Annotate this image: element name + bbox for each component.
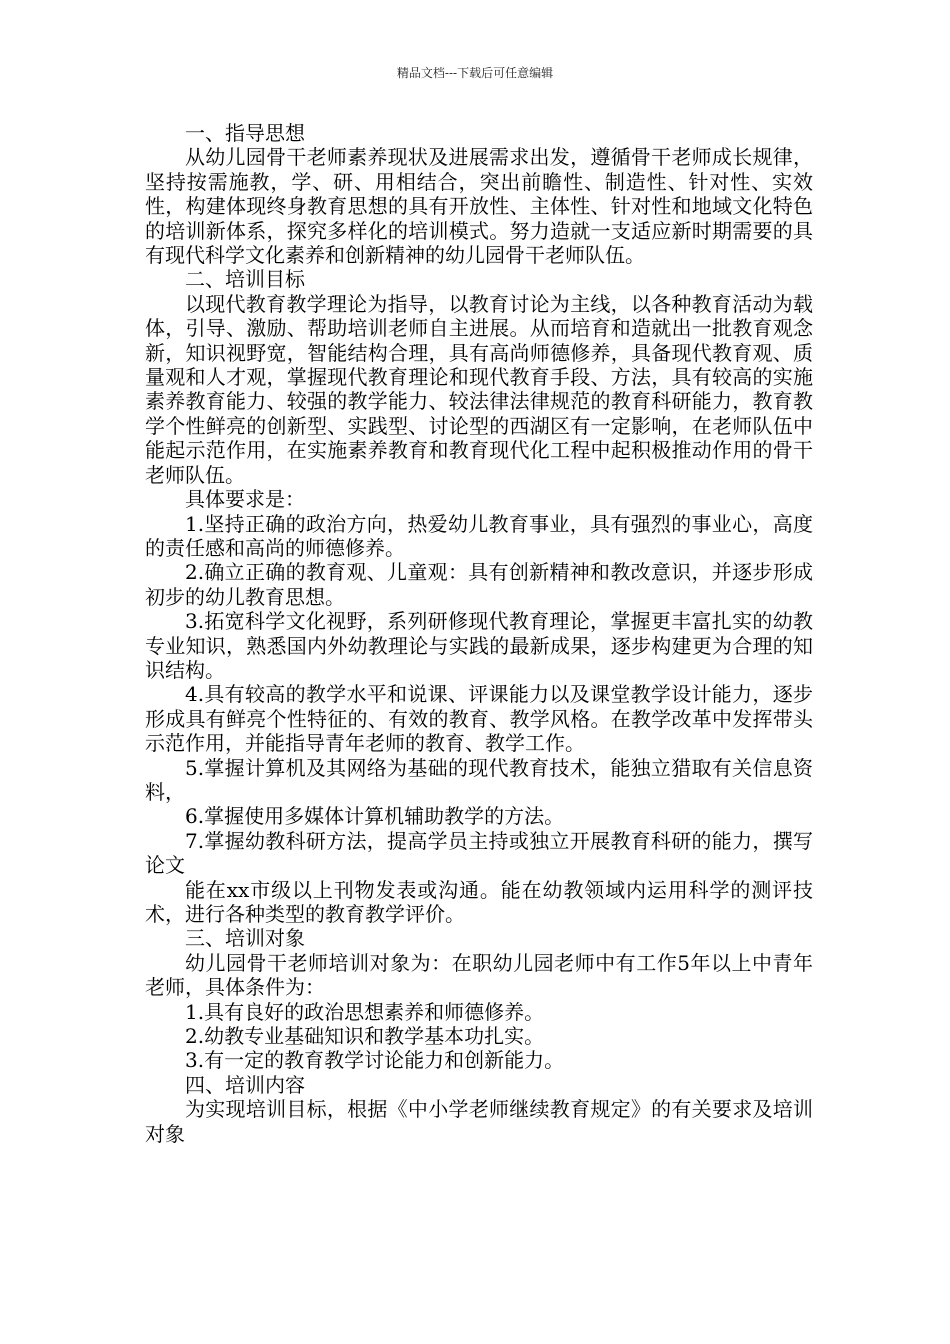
page-header-note: 精品文档---下载后可任意编辑 bbox=[396, 66, 554, 80]
requirement-item-6: 6.掌握使用多媒体计算机辅助教学的方法。 bbox=[185, 804, 565, 829]
document-body bbox=[145, 121, 813, 1146]
paragraph-training-targets: 幼儿园骨干老师培训对象为：在职幼儿园老师中有工作5年以上中青年老师，具体条件为： bbox=[145, 950, 813, 1000]
section-heading-guiding-ideology: 一、指导思想 bbox=[185, 121, 305, 145]
target-condition-3: 3.有一定的教育教学讨论能力和创新能力。 bbox=[185, 1048, 565, 1073]
paragraph-training-goals: 以现代教育教学理论为指导，以教育讨论为主线，以各种教育活动为载体，引导、激励、帮助培训老师自主进展。从而培育和造就出一批教育观念新，知识视野宽，智能结构合理，具有高尚师德修养，具备现代教育观、质量观和人才观，掌握现代教育理论和现代教育手段、方法，具有较高的实施素养教育能力、较强的教学能力、较法律法律规范的教育科研能力，教育教学个性鲜亮的创新型、实践型、讨论型的西湖区有一定影响，在老师队伍中能起示范作用，在实施素养教育和教育现代化工程中起积极推动作用的骨干老师队伍。 bbox=[145, 291, 813, 487]
requirement-item-4: 4.具有较高的教学水平和说课、评课能力以及课堂教学设计能力，逐步形成具有鲜亮个性特征的、有效的教育、教学风格。在教学改革中发挥带头示范作用，并能指导青年老师的教育、教学工作。 bbox=[145, 682, 813, 756]
requirement-item-7-continued: 能在xx市级以上刊物发表或沟通。能在幼教领域内运用科学的测评技术，进行各种类型的教育教学评价。 bbox=[145, 877, 813, 926]
section-heading-training-targets: 三、培训对象 bbox=[185, 926, 305, 951]
requirement-item-7: 7.掌握幼教科研方法，提高学员主持或独立开展教育科研的能力，撰写论文 bbox=[145, 828, 813, 878]
paragraph-specific-requirements-intro: 具体要求是： bbox=[185, 487, 305, 512]
paragraph-guiding-ideology: 从幼儿园骨干老师素养现状及进展需求出发，遵循骨干老师成长规律，坚持按需施教，学、研、用相结合，突出前瞻性、制造性、针对性、实效性，构建体现终身教育思想的具有开放性、主体性、针对性和地域文化特色的培训新体系，探究多样化的培训模式。努力造就一支适应新时期需要的具有现代科学文化素养和创新精神的幼儿园骨干老师队伍。 bbox=[145, 145, 813, 268]
paragraph-training-content: 为实现培训目标，根据《中小学老师继续教育规定》的有关要求及培训对象 bbox=[145, 1097, 813, 1146]
target-condition-2: 2.幼教专业基础知识和教学基本功扎实。 bbox=[185, 1024, 545, 1049]
requirement-item-5: 5.掌握计算机及其网络为基础的现代教育技术，能独立猎取有关信息资料， bbox=[145, 755, 813, 804]
requirement-item-2: 2.确立正确的教育观、儿童观：具有创新精神和教改意识，并逐步形成初步的幼儿教育思想。 bbox=[145, 560, 813, 609]
section-heading-training-goals: 二、培训目标 bbox=[185, 267, 305, 292]
target-condition-1: 1.具有良好的政治思想素养和师德修养。 bbox=[185, 999, 545, 1024]
requirement-item-3: 3.拓宽科学文化视野，系列研修现代教育理论，掌握更丰富扎实的幼教专业知识，熟悉国内外幼教理论与实践的最新成果，逐步构建更为合理的知识结构。 bbox=[145, 609, 813, 682]
requirement-item-1: 1.坚持正确的政治方向，热爱幼儿教育事业，具有强烈的事业心，高度的责任感和高尚的师德修养。 bbox=[145, 511, 813, 560]
section-heading-training-content: 四、培训内容 bbox=[185, 1072, 305, 1097]
